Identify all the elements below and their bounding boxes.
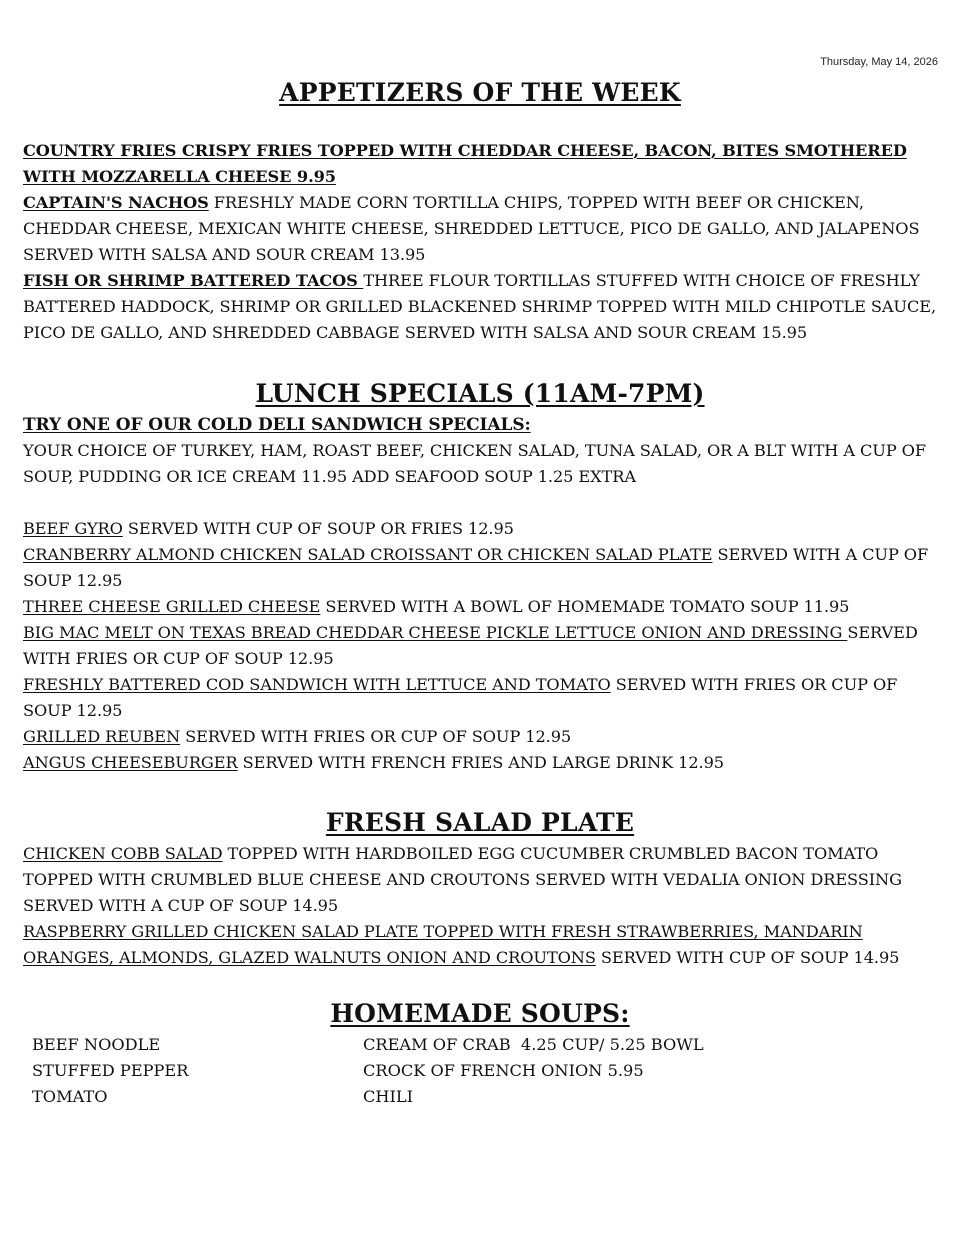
salad-item-name: RASPBERRY GRILLED CHICKEN SALAD PLATE TOPPED WITH FRESH STRAWBERRIES, MANDARIN ORANGES, ALMONDS, GLAZED WALNUTS ONION AND CROUTONS <box>23 922 863 967</box>
lunch-item-name: BEEF GYRO <box>23 519 123 538</box>
soups-left-column <box>32 1032 188 1110</box>
lunch-item-name: FRESHLY BATTERED COD SANDWICH WITH LETTUCE AND TOMATO <box>23 675 611 694</box>
lunch-item-desc: SERVED WITH CUP OF SOUP OR FRIES 12.95 <box>122 519 514 538</box>
lunch-item-desc: SERVED WITH A CUP OF SOUP 12.95 <box>23 545 929 590</box>
appetizer-item <box>23 138 938 190</box>
lunch-item-desc: SERVED WITH FRIES OR CUP OF SOUP 12.95 <box>180 727 572 746</box>
lunch-list <box>23 412 938 776</box>
appetizer-item <box>23 268 938 346</box>
salad-item-name: CHICKEN COBB SALAD <box>23 844 223 863</box>
lunch-item-name: THREE CHEESE GRILLED CHEESE <box>23 597 321 616</box>
lunch-item-name: CRANBERRY ALMOND CHICKEN SALAD CROISSANT OR CHICKEN SALAD PLATE <box>23 545 713 564</box>
salad-item-desc: SERVED WITH CUP OF SOUP 14.95 <box>595 948 900 967</box>
soups-right-column <box>363 1032 704 1110</box>
appetizer-item-desc: THREE FLOUR TORTILLAS STUFFED WITH CHOICE OF FRESHLY BATTERED HADDOCK, SHRIMP OR GRILLED BLACKENED SHRIMP TOPPED WITH MILD CHIPOTLE SAUCE, PICO DE GALLO, AND SHREDDED CABBAGE SERVED WITH SALSA AND SOUR CREAM 15.95 <box>23 271 937 342</box>
lunch-heading: LUNCH SPECIALS (11AM-7PM) <box>255 379 705 408</box>
appetizer-item <box>23 190 938 268</box>
lunch-item <box>23 672 938 724</box>
soup-item: CREAM OF CRAB 4.25 CUP/ 5.25 BOWL <box>363 1035 704 1054</box>
appetizer-item-name: CAPTAIN'S NACHOS <box>23 193 209 212</box>
appetizer-item-desc: FRESHLY MADE CORN TORTILLA CHIPS, TOPPED WITH BEEF OR CHICKEN, CHEDDAR CHEESE, MEXICAN WHITE CHEESE, SHREDDED LETTUCE, PICO DE GALLO, AND JALAPENOS SERVED WITH SALSA AND SOUR CREAM 13.95 <box>23 193 920 264</box>
lunch-item-name: GRILLED REUBEN <box>23 727 181 746</box>
soup-item: CROCK OF FRENCH ONION 5.95 <box>363 1061 644 1080</box>
lunch-item <box>23 620 938 672</box>
salad-list <box>23 841 938 971</box>
lunch-item-desc: SERVED WITH FRIES OR CUP OF SOUP 12.95 <box>23 675 898 720</box>
lunch-item-desc: SERVED WITH FRENCH FRIES AND LARGE DRINK 12.95 <box>237 753 724 772</box>
soups-heading: HOMEMADE SOUPS: <box>330 999 630 1028</box>
salad-item <box>23 841 938 919</box>
appetizer-item-name: COUNTRY FRIES <box>23 141 177 160</box>
appetizers-list <box>23 138 938 346</box>
lunch-item-desc: SERVED WITH FRIES OR CUP OF SOUP 12.95 <box>23 623 918 668</box>
soup-item: STUFFED PEPPER <box>32 1061 189 1080</box>
lunch-item <box>23 594 938 620</box>
lunch-item <box>23 542 938 594</box>
lunch-item-desc: SERVED WITH A BOWL OF HOMEMADE TOMATO SOUP 11.95 <box>320 597 850 616</box>
salad-heading: FRESH SALAD PLATE <box>325 808 635 837</box>
deli-text: YOUR CHOICE OF TURKEY, HAM, ROAST BEEF, CHICKEN SALAD, TUNA SALAD, OR A BLT WITH A CUP OF SOUP, PUDDING OR ICE CREAM 11.95 ADD SEAFOOD SOUP 1.25 EXTRA <box>23 441 926 486</box>
appetizer-item-desc: CRISPY FRIES TOPPED WITH CHEDDAR CHEESE, BACON, BITES SMOTHERED WITH MOZZARELLA CHEESE 9.95 <box>23 141 907 186</box>
lunch-item <box>23 750 938 776</box>
lunch-item-name: ANGUS CHEESEBURGER <box>23 753 238 772</box>
appetizer-item-name: FISH OR SHRIMP BATTERED TACOS <box>23 271 364 290</box>
appetizers-heading: APPETIZERS OF THE WEEK <box>279 78 681 107</box>
salad-item <box>23 919 938 971</box>
soup-item: BEEF NOODLE <box>32 1035 161 1054</box>
lunch-item-name: BIG MAC MELT ON TEXAS BREAD CHEDDAR CHEESE PICKLE LETTUCE ONION AND DRESSING <box>23 623 848 642</box>
soup-item: CHILI <box>363 1087 414 1106</box>
deli-heading: TRY ONE OF OUR COLD DELI SANDWICH SPECIALS: <box>23 415 531 435</box>
salad-item-desc: TOPPED WITH HARDBOILED EGG CUCUMBER CRUMBLED BACON TOMATO TOPPED WITH CRUMBLED BLUE CHEESE AND CROUTONS SERVED WITH VEDALIA ONION DRESSING SERVED WITH A CUP OF SOUP 14.95 <box>23 844 902 915</box>
soup-item: TOMATO <box>32 1087 108 1106</box>
lunch-item <box>23 724 938 750</box>
menu-date: Thursday, May 14, 2026 <box>820 56 938 68</box>
lunch-item <box>23 516 938 542</box>
